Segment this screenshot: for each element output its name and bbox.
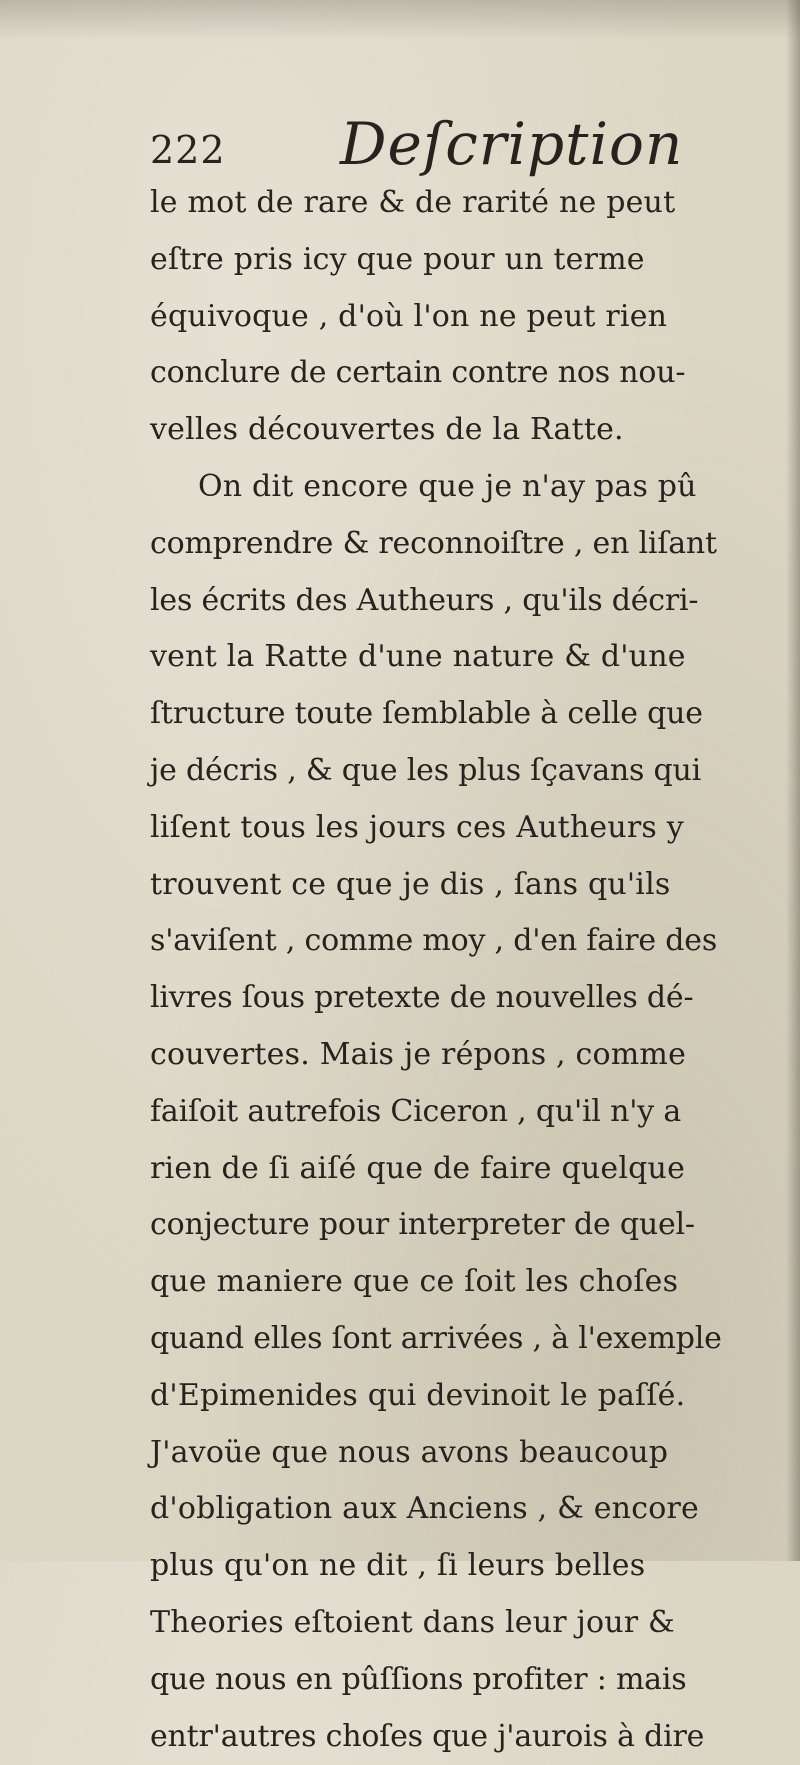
text-line: couvertes. Mais je répons , comme — [150, 1036, 687, 1072]
text-line: conjecture pour interpreter de quel- — [150, 1207, 695, 1243]
text-line: rien de ſi aiſé que de faire quelque — [150, 1150, 686, 1186]
text-line: d'obligation aux Anciens , & encore — [150, 1491, 699, 1527]
page-header — [150, 110, 770, 180]
text-line: que maniere que ce ſoit les choſes — [150, 1264, 679, 1300]
text-line: Theories eſtoient dans leur jour & — [150, 1604, 675, 1640]
text-line: faiſoit autrefois Ciceron , qu'il n'y a — [150, 1093, 682, 1129]
page-number: 222 — [150, 128, 226, 172]
text-line: plus qu'on ne dit , ſi leurs belles — [150, 1548, 646, 1584]
text-line: liſent tous les jours ces Autheurs y — [150, 809, 684, 845]
text-line: d'Epimenides qui devinoit le paſſé. — [150, 1377, 686, 1413]
text-line: conclure de certain contre nos nou- — [150, 355, 686, 391]
body-text — [150, 175, 795, 1765]
text-line: trouvent ce que je dis , ſans qu'ils — [150, 866, 671, 902]
text-line: vent la Ratte d'une nature & d'une — [150, 639, 686, 675]
text-line: entr'autres choſes que j'aurois à dire — [150, 1718, 705, 1754]
text-line: comprendre & reconnoiſtre , en liſant — [150, 525, 717, 561]
page-top-shadow — [0, 0, 800, 40]
text-line: le mot de rare & de rarité ne peut — [150, 185, 676, 220]
text-line: livres ſous pretexte de nouvelles dé- — [150, 980, 694, 1016]
text-line: On dit encore que je n'ay pas pû — [198, 468, 697, 504]
text-line: quand elles ſont arrivées , à l'exemple — [150, 1320, 722, 1356]
text-line: les écrits des Autheurs , qu'ils décri- — [150, 582, 699, 618]
text-line: velles découvertes de la Ratte. — [150, 412, 624, 448]
text-line: s'aviſent , comme moy , d'en faire des — [150, 923, 718, 959]
text-line: que nous en pûſſions profiter : mais — [150, 1661, 687, 1697]
text-line: J'avoüe que nous avons beaucoup — [150, 1434, 669, 1470]
text-line: équivoque , d'où l'on ne peut rien — [150, 298, 668, 334]
text-line: je décris , & que les plus ſçavans qui — [150, 752, 702, 788]
text-line: eſtre pris icy que pour un terme — [150, 241, 645, 277]
running-title: Deſcription — [340, 110, 684, 178]
text-line: ſtructure toute ſemblable à celle que — [150, 696, 703, 732]
